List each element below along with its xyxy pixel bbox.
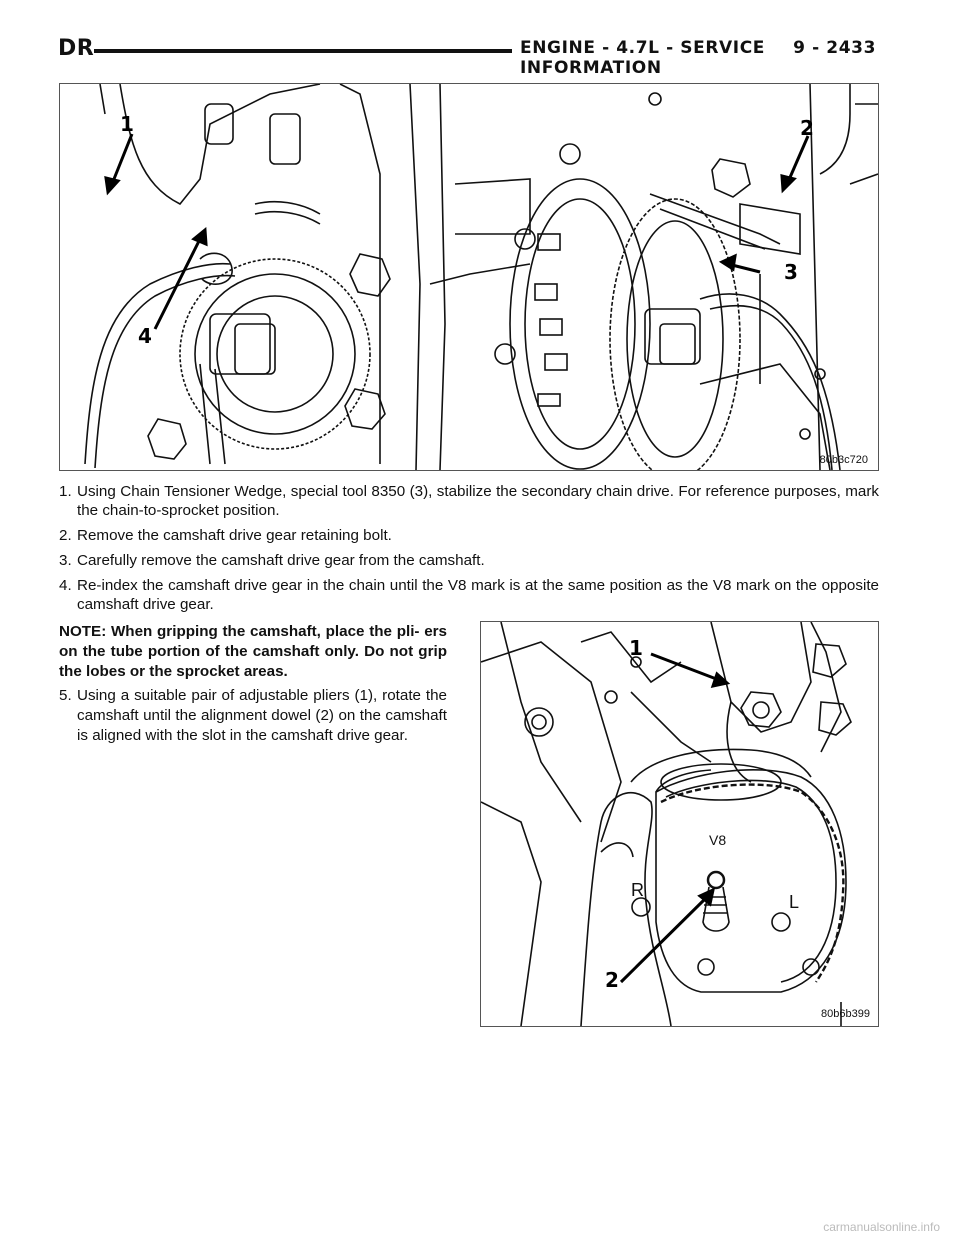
figure-pliers-camshaft <box>480 621 879 1027</box>
figure2-illustration <box>481 622 878 1026</box>
page-header <box>58 36 878 78</box>
step-number: 5. <box>59 687 72 704</box>
callout-4: 4 <box>138 324 152 348</box>
step-text: Using Chain Tensioner Wedge, special tool 8350 (3), stabilize the secondary chain drive. For reference purposes, mark the chain-to-sprocket position. <box>77 483 879 519</box>
step-item <box>59 526 879 545</box>
step-text: Re-index the camshaft drive gear in the chain until the V8 mark is at the same position as the V8 mark on the opposite camshaft drive gear. <box>77 577 879 613</box>
figure1-illustration <box>60 84 878 470</box>
callout-1: 1 <box>120 112 134 136</box>
section-title: ENGINE - 4.7L - SERVICE INFORMATION <box>520 38 766 78</box>
callout-3: 3 <box>784 260 798 284</box>
section-code: DR <box>58 36 95 61</box>
step-text: Remove the camshaft drive gear retaining bolt. <box>77 527 392 544</box>
page-number: 9 - 2433 <box>793 38 876 58</box>
figure2-code: 80b6b399 <box>821 1008 870 1020</box>
label-r: R <box>631 880 644 900</box>
callout-2: 2 <box>605 968 619 992</box>
step-item <box>59 576 879 614</box>
step-text: Using a suitable pair of adjustable pliers (1), rotate the camshaft until the alignment dowel (2) on the camshaft is aligned with the slot in the camshaft drive gear. <box>77 687 447 744</box>
step-number: 2. <box>59 527 72 544</box>
step-item <box>59 482 879 520</box>
step-item <box>59 551 879 570</box>
label-v8: V8 <box>709 832 727 848</box>
note-text: NOTE: When gripping the camshaft, place the pli- ers on the tube portion of the camshaft only. Do not grip the lobes or the sprocket areas. <box>59 623 447 680</box>
callout-2: 2 <box>800 116 814 140</box>
step-text: Carefully remove the camshaft drive gear from the camshaft. <box>77 552 485 569</box>
step-number: 1. <box>59 483 72 500</box>
procedure-step-5 <box>59 686 447 752</box>
header-rule <box>94 49 512 53</box>
step-item <box>59 686 447 746</box>
figure-chain-tensioner <box>59 83 879 471</box>
callout-1: 1 <box>629 636 643 660</box>
watermark: carmanualsonline.info <box>823 1220 940 1234</box>
step-number: 3. <box>59 552 72 569</box>
step-number: 4. <box>59 577 72 594</box>
figure1-code: 80b3c720 <box>819 454 868 466</box>
procedure-steps <box>59 482 879 620</box>
label-l: L <box>789 892 800 912</box>
